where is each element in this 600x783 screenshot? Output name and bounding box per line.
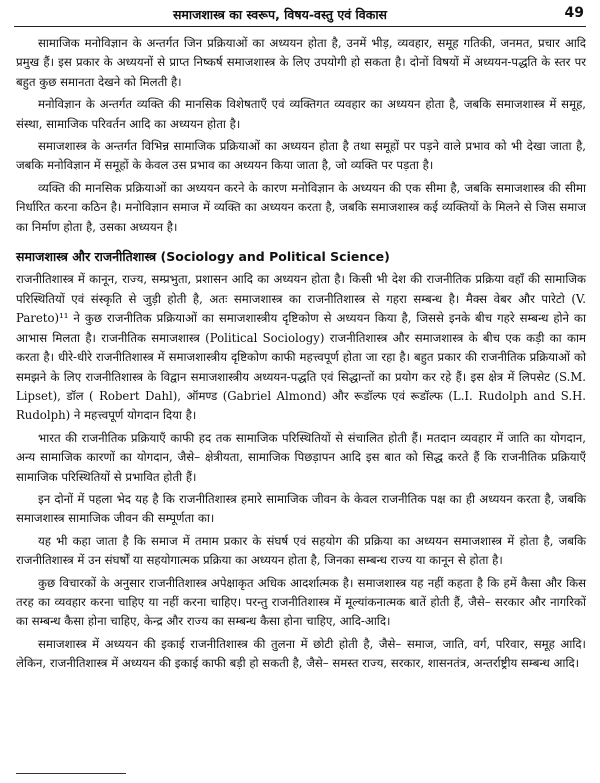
intro-paragraph-2: मनोविज्ञान के अन्तर्गत व्यक्ति की मानसिक विशेषताएँ एवं व्यक्तिगत व्यवहार का अध्ययन होता है, जबकि समाजशास्त्र में समूह, संस्था, सामाजिक परिवर्तन आदि का अध्ययन होता है। — [16, 97, 586, 131]
politics-paragraph-3: इन दोनों में पहला भेद यह है कि राजनीतिशास्त्र हमारे सामाजिक जीवन के केवल राजनीतिक पक्ष का ही अध्ययन करता है, जबकि समाजशास्त्र सामाजिक जीवन की सम्पूर्णता का। — [16, 491, 586, 526]
header-title: समाजशास्त्र का स्वरूप, विषय-वस्तु एवं विकास — [172, 7, 388, 22]
politics-paragraph-4: यह भी कहा जाता है कि समाज में तमाम प्रकार के संघर्ष एवं सहयोग की प्रक्रिया का अध्ययन समाजशास्त्र में होता है, जबकि राजनीतिशास्त्र में उन संघर्षों या सहयोगात्मक प्रक्रिया का अध्ययन होता है, जिनका सम्बन्ध राज्य या कानून से होता है। — [16, 533, 586, 568]
footnote-divider — [16, 773, 126, 774]
intro-paragraph-4: व्यक्ति की मानसिक प्रक्रियाओं का अध्ययन करने के कारण मनोविज्ञान के अध्ययन की एक सीमा है, जबकि समाजशास्त्र की सीमा निर्धारित करना कठिन है। मनोविज्ञान समाज में व्यक्ति का अध्ययन करता है, जबकि समाजशास्त्र कई व्यक्तियों के मिलने से जिस समाज का निर्माण होता है, उसका अध्ययन है। — [16, 180, 586, 234]
intro-paragraph-3: समाजशास्त्र के अन्तर्गत विभिन्न सामाजिक प्रक्रियाओं का अध्ययन होता है तथा समूहों पर पड़ने वाले प्रभाव को भी देखा जाता है, जबकि मनोविज्ञान में समूहों के केवल उस प्रभाव का अध्ययन किया जाता है, जो व्यक्ति पर पड़ता है। — [16, 139, 586, 173]
page-number: 49 — [564, 5, 584, 21]
running-header — [14, 6, 586, 27]
section-heading: समाजशास्त्र और राजनीतिशास्त्र (Sociology and Political Science) — [16, 249, 390, 265]
politics-paragraph-1: राजनीतिशास्त्र में कानून, राज्य, सम्प्रभुता, प्रशासन आदि का अध्ययन होता है। किसी भी देश की राजनीतिक प्रक्रिया वहाँ की सामाजिक परिस्थितियों एवं संस्कृति से जुड़ी होती है, अतः समाजशास्त्र का राजनीतिशास्त्र से गहरा सम्बन्ध है। मैक्स वेबर और पारेटो (V. Pareto)¹¹ ने कुछ राजनीतिक प्रक्रियाओं का समाजशास्त्रीय दृष्टिकोण से अध्ययन किया है, जिससे इनके बीच गहरे सम्बन्ध होने का आभास मिलता है। राजनीतिक समाजशास्त्र (Political Sociology) राजनीतिशास्त्र और समाजशास्त्र के बीच एक कड़ी का काम करता है। धीरे-धीरे राजनीतिशास्त्र में समाजशास्त्रीय दृष्टिकोण काफी महत्त्वपूर्ण होता जा रहा है। बहुत प्रकार की राजनीतिक प्रक्रियाओं को समझने के लिए राजनीतिशास्त्र के विद्वान समाजशास्त्रीय अध्ययन-पद्धति एवं सिद्धान्तों का प्रयोग कर रहे हैं। इस क्षेत्र में लिपसेट (S.M. Lipset), डॉल ( Robert Dahl), ऑमण्ड (Gabriel Almond) और रूडॉल्फ एवं रूडॉल्फ (L.I. Rudolph and S.H. Rudolph) ने महत्त्वपूर्ण योगदान दिया है। — [16, 272, 586, 423]
politics-paragraph-2: भारत की राजनीतिक प्रक्रियाएँ काफी हद तक सामाजिक परिस्थितियों से संचालित होती हैं। मतदान व्यवहार में जाति का योगदान, अन्य सामाजिक कारणों का योगदान, जैसे– क्षेत्रीयता, सामाजिक पिछड़ापन आदि इस बात को सिद्ध करते हैं कि राजनीतिक प्रक्रियाएँ सामाजिक परिस्थितियों से प्रभावित होती हैं। — [16, 430, 586, 484]
page-body — [16, 34, 586, 761]
politics-paragraph-5: कुछ विचारकों के अनुसार राजनीतिशास्त्र अपेक्षाकृत अधिक आदर्शात्मक है। समाजशास्त्र यह नहीं कहता है कि हमें कैसा और किस तरह का व्यवहार करना चाहिए या नहीं करना चाहिए। परन्तु राजनीतिशास्त्र में मूल्यांकनात्मक बातें होती हैं, जैसे– सरकार और नागरिकों का सम्बन्ध कैसा होना चाहिए, केन्द्र और राज्य का सम्बन्ध कैसा होना चाहिए, आदि-आदि। — [16, 575, 586, 629]
politics-paragraph-6: समाजशास्त्र में अध्ययन की इकाई राजनीतिशास्त्र की तुलना में छोटी होती है, जैसे– समाज, जाति, वर्ग, परिवार, समूह आदि। लेकिन, राजनीतिशास्त्र में अध्ययन की इकाई काफी बड़ी हो सकती है, जैसे– समस्त राज्य, सरकार, शासनतंत्र, अन्तर्राष्ट्रीय सम्बन्ध आदि। — [16, 636, 586, 671]
intro-paragraph-1: सामाजिक मनोविज्ञान के अन्तर्गत जिन प्रक्रियाओं का अध्ययन होता है, उनमें भीड़, व्यवहार, समूह गतिकी, जनमत, प्रचार आदि प्रमुख हैं। इस प्रकार के अध्ययनों से प्राप्त निष्कर्ष समाजशास्त्र के लिए उपयोगी हो सकता है। दोनों विषयों में अध्ययन-पद्धति के स्तर पर बहुत कुछ समानता देखने को मिलती है। — [16, 36, 586, 89]
